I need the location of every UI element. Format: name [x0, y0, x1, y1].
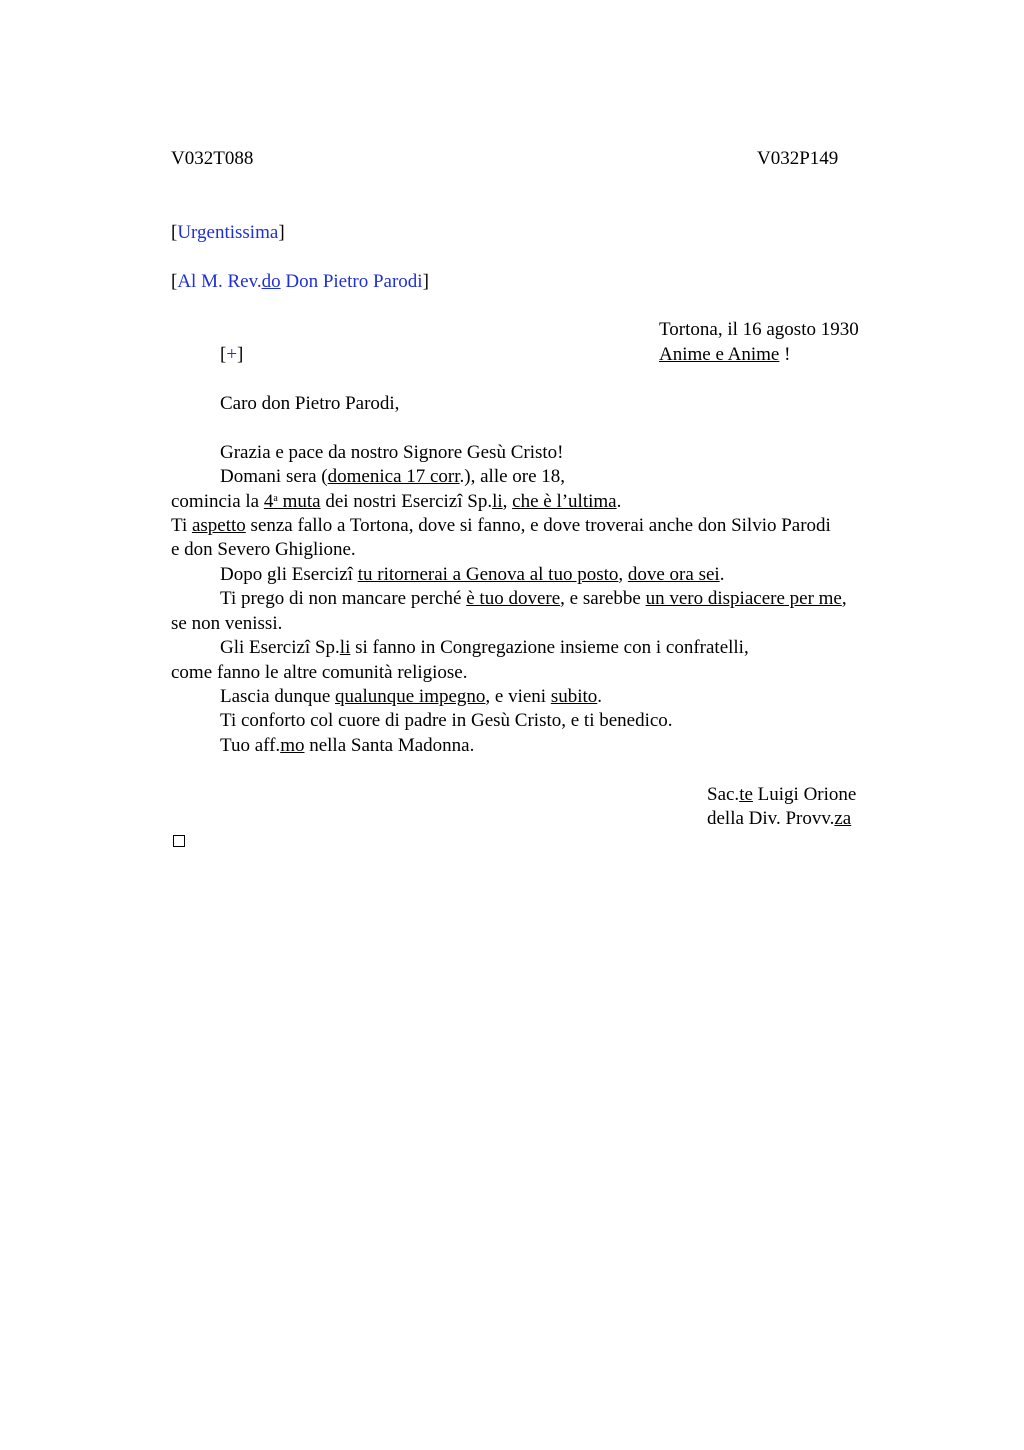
body-line-5: e don Severo Ghiglione.	[171, 539, 356, 560]
body-line-10: come fanno le altre comunità religiose.	[171, 662, 468, 683]
end-box-icon	[173, 835, 185, 847]
body-line-4	[171, 514, 831, 538]
underlined-text: che è l’ultima	[512, 491, 617, 512]
body-text: ,	[502, 491, 513, 512]
signature-text: della Div. Provv.	[707, 808, 835, 829]
urgent-heading: [Urgentissima]	[171, 222, 285, 243]
body-line-9	[220, 636, 749, 660]
body-text: Ti prego di non mancare perché	[220, 588, 467, 609]
signature-text: Luigi Orione	[752, 784, 857, 805]
underlined-text: un vero dispiacere per me	[645, 588, 842, 609]
body-text: Lascia dunque	[220, 686, 336, 707]
body-text: senza fallo a Tortona, dove si fanno, e dove troverai anche don Silvio Parodi	[245, 515, 831, 536]
body-text: comincia la	[171, 491, 264, 512]
addressee-name: Don Pietro Parodi	[280, 271, 423, 292]
body-text: dei nostri Esercizi	[320, 491, 463, 512]
body-text: Dopo gli Esercizi	[220, 564, 353, 585]
doc-code-left: V032T088	[171, 148, 254, 169]
salutation: Caro don Pietro Parodi,	[220, 393, 400, 414]
body-text: , e sarebbe	[560, 588, 646, 609]
body-text: .	[616, 491, 622, 512]
motto-excl: !	[779, 344, 791, 365]
addressee-heading: [Al M. Rev.do Don Pietro Parodi]	[171, 271, 429, 292]
body-text: , e vieni	[485, 686, 551, 707]
signature-line-1	[707, 783, 856, 807]
body-text: Gli Esercizi Sp.	[220, 637, 340, 658]
body-text: si fanno in Congregazione insieme con i confratelli,	[350, 637, 749, 658]
addressee-abbrev: do	[261, 271, 281, 292]
underlined-text: qualunque impegno	[335, 686, 486, 707]
signature-line-2	[707, 807, 851, 831]
body-line-2	[220, 465, 565, 489]
ordinal-sup: a	[273, 493, 278, 504]
underlined-text: te	[739, 784, 753, 805]
signature-text: Sac.	[707, 784, 740, 805]
body-text: Tuo aff.	[220, 735, 281, 756]
body-text: Sp.	[462, 491, 493, 512]
body-text: ,	[618, 564, 628, 585]
cross-symbol: +	[226, 344, 238, 365]
body-text: .	[597, 686, 603, 707]
body-text: Domani sera (	[220, 466, 328, 487]
body-text: Ti	[171, 515, 192, 536]
body-line-6	[220, 563, 724, 587]
body-line-12: Ti conforto col cuore di padre in Gesù Cristo, e ti benedico.	[220, 710, 673, 731]
ordinal-word: muta	[277, 491, 321, 512]
underlined-text	[264, 491, 321, 512]
underlined-text: za	[834, 808, 852, 829]
doc-code-right: V032P149	[757, 148, 839, 169]
underlined-text: li	[339, 637, 351, 658]
place-date: Tortona, il 16 agosto 1930	[659, 319, 859, 340]
underlined-text: domenica 17 corr	[327, 466, 460, 487]
body-text: .), alle ore 18,	[459, 466, 566, 487]
cross-mark: [+]	[220, 344, 244, 365]
body-line-8: se non venissi.	[171, 613, 283, 634]
body-line-3	[171, 490, 621, 514]
underlined-text: subito	[550, 686, 598, 707]
underlined-text: tu ritornerai a Genova al tuo posto	[357, 564, 619, 585]
body-line-13	[220, 734, 474, 758]
underlined-text: li	[492, 491, 503, 512]
motto	[659, 343, 790, 367]
ordinal-number: 4	[263, 491, 274, 512]
underlined-text: mo	[280, 735, 305, 756]
body-line-11	[220, 685, 602, 709]
underlined-text: aspetto	[191, 515, 246, 536]
body-text: nella Santa Madonna.	[304, 735, 475, 756]
underlined-text: è tuo dovere	[466, 588, 561, 609]
underlined-text: dove ora sei	[627, 564, 720, 585]
body-text: ,	[841, 588, 847, 609]
body-line-7	[220, 587, 847, 611]
body-text: .	[719, 564, 725, 585]
body-line-1: Grazia e pace da nostro Signore Gesù Cristo!	[220, 442, 564, 463]
addressee-prefix: Al M. Rev.	[177, 271, 262, 292]
urgent-text: Urgentissima	[177, 222, 279, 243]
motto-text: Anime e Anime	[659, 344, 780, 365]
